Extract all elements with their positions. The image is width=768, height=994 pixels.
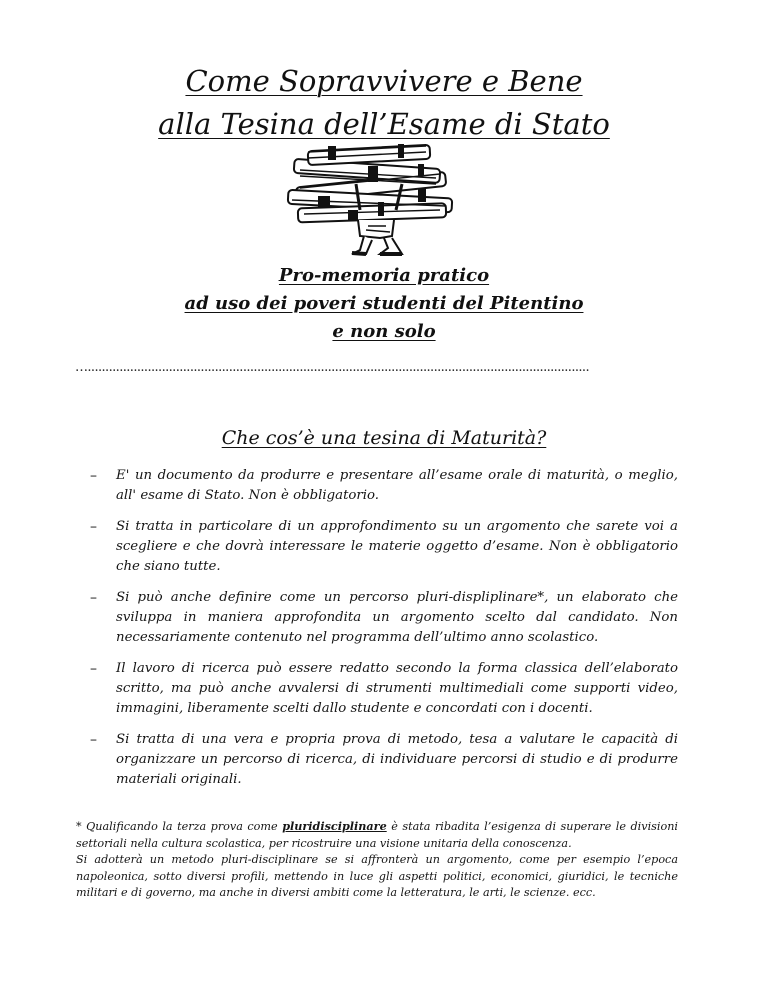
list-item xyxy=(90,659,678,719)
section-heading: Che cos’è una tesina di Maturità? xyxy=(221,427,547,449)
dash-bullet: – xyxy=(90,519,97,535)
footnote xyxy=(76,818,678,902)
list-item xyxy=(90,730,678,790)
subtitle-line-1: Pro-memoria pratico xyxy=(278,265,490,286)
list-item-text: Il lavoro di ricerca può essere redatto secondo la forma classica dell’elaborato scritto, ma può anche avvalersi di strumenti multimediali come supporti video, immagini, liberamente scelti dallo studente e concordati con i docenti. xyxy=(116,661,678,716)
dash-bullet: – xyxy=(90,590,97,606)
list-item-text: E' un documento da produrre e presentare all’esame orale di maturità, o meglio, all' esame di Stato. Non è obbligatorio. xyxy=(116,468,678,503)
dash-bullet: – xyxy=(90,468,97,484)
list-item-text: Si tratta in particolare di un approfondimento su un argomento che sarete voi a scegliere e che dovrà interessare le materie oggetto d’esame. Non è obbligatorio che siano tutte. xyxy=(116,519,678,574)
footnote-prefix: * Qualificando la terza prova come xyxy=(76,820,283,833)
footnote-suffix: è stata ribadita l’esigenza di superare le divisioni settoriali nella cultura scolastica, per ricostruire una visione unitaria della conoscenza. xyxy=(76,820,678,850)
footnote-paragraph-2: Si adotterà un metodo pluri-disciplinare se si affronterà un argomento, come per esempio l’epoca napoleonica, sotto diversi profili, mettendo in luce gli aspetti politici, economici, giuridici, le tecniche militari e di governo, ma anche in diversi ambiti come la letteratura, le arti, le scienze. ecc. xyxy=(76,853,678,899)
list-item xyxy=(90,517,678,577)
dash-bullet: – xyxy=(90,732,97,748)
footnote-paragraph-1 xyxy=(76,818,678,852)
document-title-line-2: alla Tesina dell’Esame di Stato xyxy=(158,107,610,141)
document-title-line-1: Come Sopravvivere e Bene xyxy=(185,64,583,98)
definition-list xyxy=(90,466,678,801)
subtitle-line-3: e non solo xyxy=(332,321,436,342)
footnote-keyword: pluridisciplinare xyxy=(282,819,387,833)
list-item xyxy=(90,466,678,506)
list-item-text: Si può anche definire come un percorso pluri-displiplinare*, un elaborato che sviluppa in maniera approfondita un argomento scelto dal candidato. Non necessariamente contenuto nel programma dell’ultimo anno scolastico. xyxy=(116,590,678,645)
dotted-separator: ….............................................................................................................................................. xyxy=(75,360,589,375)
subtitle-line-2: ad uso dei poveri studenti del Pitentino xyxy=(184,293,584,314)
person-carrying-books-illustration xyxy=(268,140,478,260)
list-item-text: Si tratta di una vera e propria prova di metodo, tesa a valutare le capacità di organizzare un percorso di ricerca, di individuare percorsi di studio e di produrre materiali originali. xyxy=(116,732,678,787)
dash-bullet: – xyxy=(90,661,97,677)
list-item xyxy=(90,588,678,648)
